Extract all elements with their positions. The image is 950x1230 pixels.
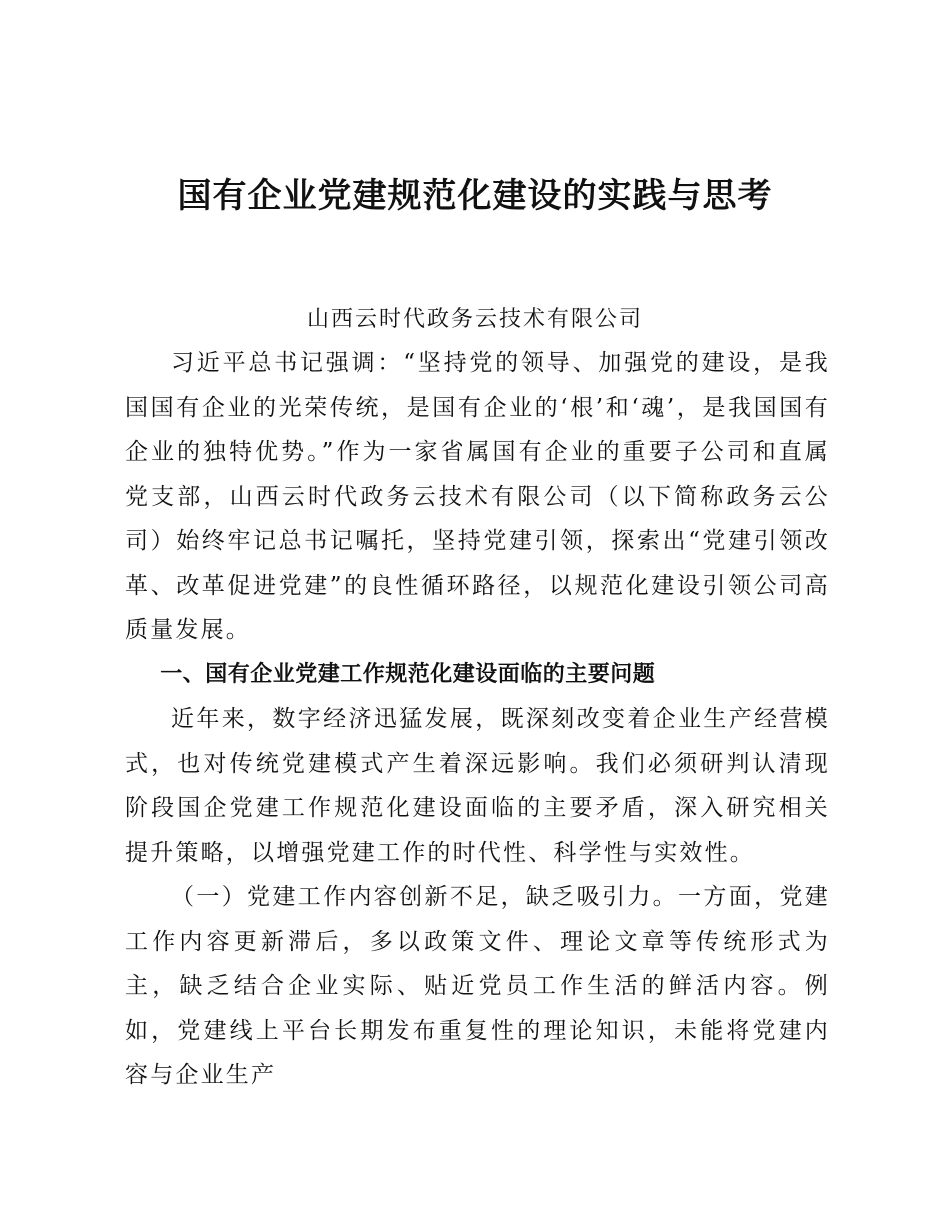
document-title: 国有企业党建规范化建设的实践与思考 <box>177 176 773 216</box>
organization-name: 山西云时代政务云技术有限公司 <box>306 307 643 332</box>
document-body <box>125 341 830 1098</box>
section-paragraph: 近年来，数字经济迅猛发展，既深刻改变着企业生产经营模式，也对传统党建模式产生着深远影响。我们必须研判认清现阶段国企党建工作规范化建设面临的主要矛盾，深入研究相关提升策略，以增强党建工作的时代性、科学性与实效性。 <box>125 706 830 866</box>
intro-paragraph: 习近平总书记强调：“坚持党的领导、加强党的建设，是我国国有企业的光荣传统，是国有企业的‘根’和‘魂’，是我国国有企业的独特优势。”作为一家省属国有企业的重要子公司和直属党支部，山西云时代政务云技术有限公司（以下简称政务云公司）始终牢记总书记嘱托，坚持党建引领，探索出“党建引领改革、改革促进党建”的良性循环路径，以规范化建设引领公司高质量发展。 <box>125 350 830 643</box>
section-heading: 一、国有企业党建工作规范化建设面临的主要问题 <box>160 661 656 687</box>
subsection-paragraph: （一）党建工作内容创新不足，缺乏吸引力。一方面，党建工作内容更新滞后，多以政策文件、理论文章等传统形式为主，缺乏结合企业实际、贴近党员工作生活的鲜活内容。例如，党建线上平台长期发布重复性的理论知识，未能将党建内容与企业生产 <box>125 884 830 1088</box>
